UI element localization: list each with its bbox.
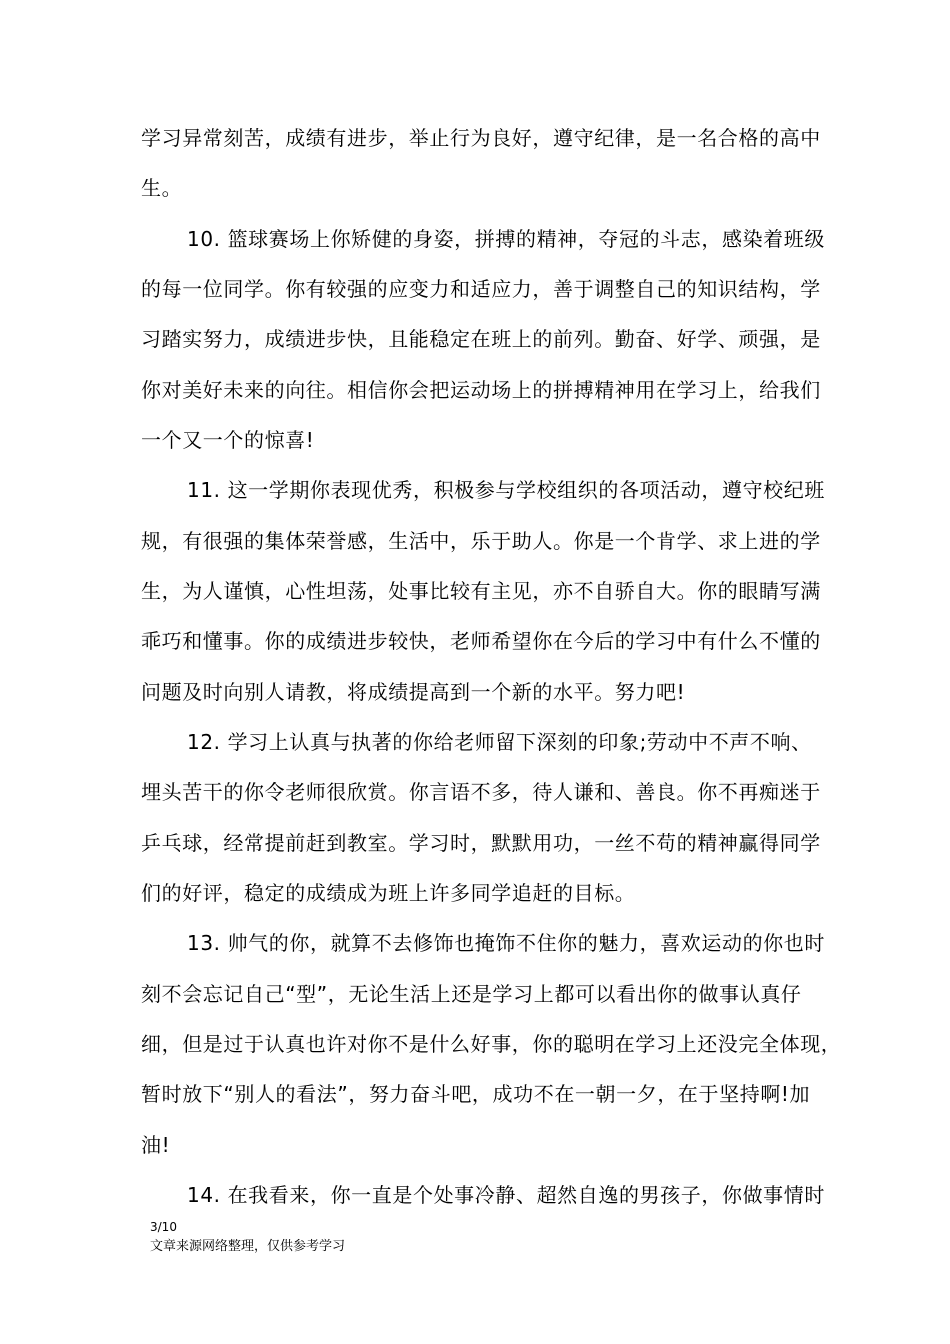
text-line: 生，为人谨慎，心性坦荡，处事比较有主见，亦不自骄自大。你的眼睛写满 (141, 579, 821, 603)
paragraph-11-first-line: 11. 这一学期你表现优秀，积极参与学校组织的各项活动，遵守校纪班 (187, 478, 825, 502)
text-line: 细，但是过于认真也许对你不是什么好事，你的聪明在学习上还没完全体现， (141, 1032, 842, 1056)
text-line: 埋头苦干的你令老师很欣赏。你言语不多，待人谦和、善良。你不再痴迷于 (141, 780, 821, 804)
text-line: 一个又一个的惊喜! (141, 428, 315, 452)
text-line: 们的好评，稳定的成绩成为班上许多同学追赶的目标。 (141, 881, 636, 905)
text-line: 刻不会忘记自己“型”，无论生活上还是学习上都可以看出你的做事认真仔 (141, 982, 802, 1006)
text-line: 习踏实努力，成绩进步快，且能稳定在班上的前列。勤奋、好学、顽强，是 (141, 327, 821, 351)
text-line: 学习异常刻苦，成绩有进步，举止行为良好，遵守纪律，是一名合格的高中 (141, 126, 821, 150)
text-line: 问题及时向别人请教，将成绩提高到一个新的水平。努力吧! (141, 680, 686, 704)
text-line: 暂时放下“别人的看法”，努力奋斗吧，成功不在一朝一夕，在于坚持啊!加 (141, 1082, 811, 1106)
text-line: 生。 (141, 176, 183, 200)
text-line: 规，有很强的集体荣誉感，生活中，乐于助人。你是一个肯学、求上进的学 (141, 529, 821, 553)
paragraph-14-first-line: 14. 在我看来，你一直是个处事冷静、超然自逸的男孩子，你做事情时 (187, 1183, 825, 1207)
source-note: 文章来源网络整理，仅供参考学习 (150, 1239, 346, 1254)
paragraph-12-first-line: 12. 学习上认真与执著的你给老师留下深刻的印象;劳动中不声不响、 (187, 730, 812, 754)
text-line: 你对美好未来的向往。相信你会把运动场上的拼搏精神用在学习上，给我们 (141, 378, 821, 402)
paragraph-13-first-line: 13. 帅气的你，就算不去修饰也掩饰不住你的魅力，喜欢运动的你也时 (187, 931, 825, 955)
text-line: 的每一位同学。你有较强的应变力和适应力，善于调整自己的知识结构，学 (141, 277, 821, 301)
page-number: 3/10 (150, 1220, 177, 1234)
text-line: 油! (141, 1133, 171, 1157)
text-line: 乖巧和懂事。你的成绩进步较快，老师希望你在今后的学习中有什么不懂的 (141, 629, 821, 653)
paragraph-10-first-line: 10. 篮球赛场上你矫健的身姿，拼搏的精神，夺冠的斗志，感染着班级 (187, 227, 825, 251)
text-line: 乒乓球，经常提前赶到教室。学习时，默默用功，一丝不苟的精神赢得同学 (141, 831, 821, 855)
